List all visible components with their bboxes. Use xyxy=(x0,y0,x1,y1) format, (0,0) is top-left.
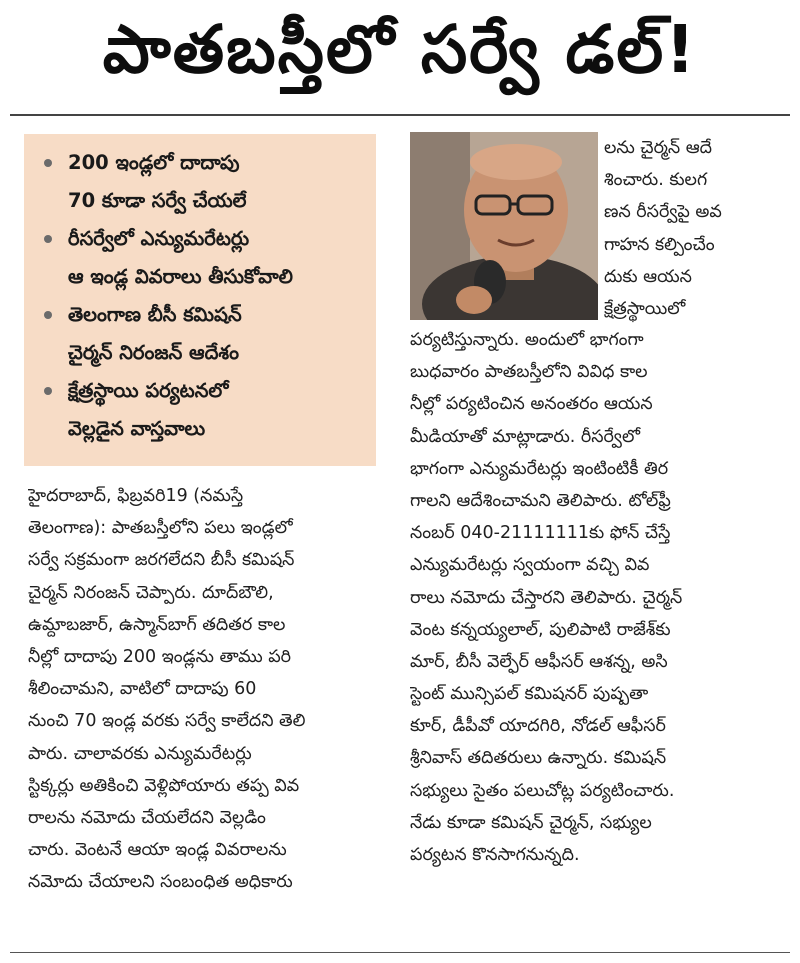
article-line: చైర్మన్ నిరంజన్ చెప్పారు. దూద్‌బౌలి, xyxy=(28,582,274,603)
highlight-line: ఆ ఇండ్ల వివరాలు తీసుకోవాలి xyxy=(68,265,293,288)
bullet-icon xyxy=(44,159,52,167)
article-line: ఎన్యుమరేటర్లు స్వయంగా వచ్చి వివ xyxy=(410,555,650,576)
article-line: నంబర్ 040-21111111కు ఫోన్ చేస్తే xyxy=(410,523,671,544)
article-line: శీలించామని, వాటిలో దాదాపు 60 xyxy=(28,679,257,700)
footer-rule xyxy=(10,952,790,953)
article-line: నీల్లో దాదాపు 200 ఇండ్లను తాము పరి xyxy=(28,646,292,667)
highlights-box xyxy=(24,134,376,466)
highlight-line: రీసర్వేలో ఎన్యుమరేటర్లు xyxy=(44,220,366,258)
article-line: నీల్లో పర్యటించిన అనంతరం ఆయన xyxy=(410,394,653,415)
article-line: పారు. చాలావరకు ఎన్యుమరేటర్లు xyxy=(28,743,252,764)
article-column-right xyxy=(410,324,786,871)
article-line: నమోదు చేయాలని సంబంధిత అధికారు xyxy=(28,872,293,893)
article-line: కూర్, డీపీవో యాదగిరి, నోడల్ ఆఫీసర్ xyxy=(410,716,666,737)
article-line: హైదరాబాద్, ఫిబ్రవరి19 (నమస్తే xyxy=(28,486,244,506)
article-line: ణన రీసర్వేపై అవ xyxy=(604,202,722,223)
bullet-icon xyxy=(44,387,52,395)
highlight-line: క్షేత్రస్థాయి పర్యటనలో xyxy=(44,372,366,410)
bullet-icon xyxy=(44,311,52,319)
article-line: భాగంగా ఎన్యుమరేటర్లు ఇంటింటికీ తిర xyxy=(410,458,669,479)
article-line: నేడు కూడా కమిషన్ చైర్మన్, సభ్యుల xyxy=(410,812,652,833)
article-line: వెంట కన్నయ్యలాల్, పులిపాటి రాజేశ్‌కు xyxy=(410,619,671,640)
article-line: రాలను నమోదు చేయలేదని వెల్లడిం xyxy=(28,807,266,828)
headline-rule xyxy=(10,114,790,116)
article-line: సర్వే సక్రమంగా జరగలేదని బీసీ కమిషన్ xyxy=(28,550,295,571)
article-line: నుంచి 70 ఇండ్ల వరకు సర్వే కాలేదని తెలి xyxy=(28,711,306,732)
article-line: గాలని ఆదేశించామని తెలిపారు. టోల్‌ఫ్రీ xyxy=(410,490,671,511)
article-line: గాహన కల్పించేం xyxy=(604,234,715,255)
highlight-line: చైర్మన్ నిరంజన్ ఆదేశం xyxy=(68,341,240,364)
article-column-left xyxy=(28,480,380,898)
article-line: క్షేత్రస్థాయిలో xyxy=(604,298,686,319)
article-line: స్టిక్కర్లు అతికించి వెళ్లిపోయారు తప్ప వివ xyxy=(28,775,300,796)
article-line: లను చైర్మన్ ఆదే xyxy=(604,138,713,158)
article-line: మార్, బీసీ వెల్ఫేర్ ఆఫీసర్ ఆశన్న, అసి xyxy=(410,651,668,672)
article-line: ఉమ్దాబజార్, ఉస్మాన్‌బాగ్ తదితర కాల xyxy=(28,614,286,635)
article-line: మీడియాతో మాట్లాడారు. రీసర్వేలో xyxy=(410,426,640,447)
highlight-line: 70 కూడా సర్వే చేయలే xyxy=(68,189,247,212)
article-line: చారు. వెంటనే ఆయా ఇండ్ల వివరాలను xyxy=(28,840,287,861)
article-line: స్టెంట్ మున్సిపల్ కమిషనర్ పుష్పతా xyxy=(410,684,649,705)
highlight-line: 200 ఇండ్లలో దాదాపు xyxy=(44,144,366,182)
highlight-line: తెలంగాణ బీసీ కమిషన్ xyxy=(44,296,366,334)
bullet-icon xyxy=(44,235,52,243)
article-line: పర్యటిస్తున్నారు. అందులో భాగంగా xyxy=(410,330,644,350)
article-column-right-top xyxy=(604,132,784,325)
article-line: తెలంగాణ): పాతబస్తీలోని పలు ఇండ్లలో xyxy=(28,518,293,539)
headline: పాతబస్తీలో సర్వే డల్! xyxy=(102,10,698,88)
article-line: బుధవారం పాతబస్తీలోని వివిధ కాల xyxy=(410,362,648,383)
highlight-line: వెల్లడైన వాస్తవాలు xyxy=(68,417,206,440)
article-line: పర్యటన కొనసాగనున్నది. xyxy=(410,845,580,865)
article-line: సభ్యులు సైతం పలుచోట్ల పర్యటించారు. xyxy=(410,780,675,801)
article-line: రాలు నమోదు చేస్తారని తెలిపారు. చైర్మన్ xyxy=(410,587,683,608)
article-line: దుకు ఆయన xyxy=(604,266,692,287)
article-line: శించారు. కులగ xyxy=(604,170,708,191)
chairman-photo xyxy=(410,132,598,320)
article-line: శ్రీనివాస్ తదితరులు ఉన్నారు. కమిషన్ xyxy=(410,748,667,769)
